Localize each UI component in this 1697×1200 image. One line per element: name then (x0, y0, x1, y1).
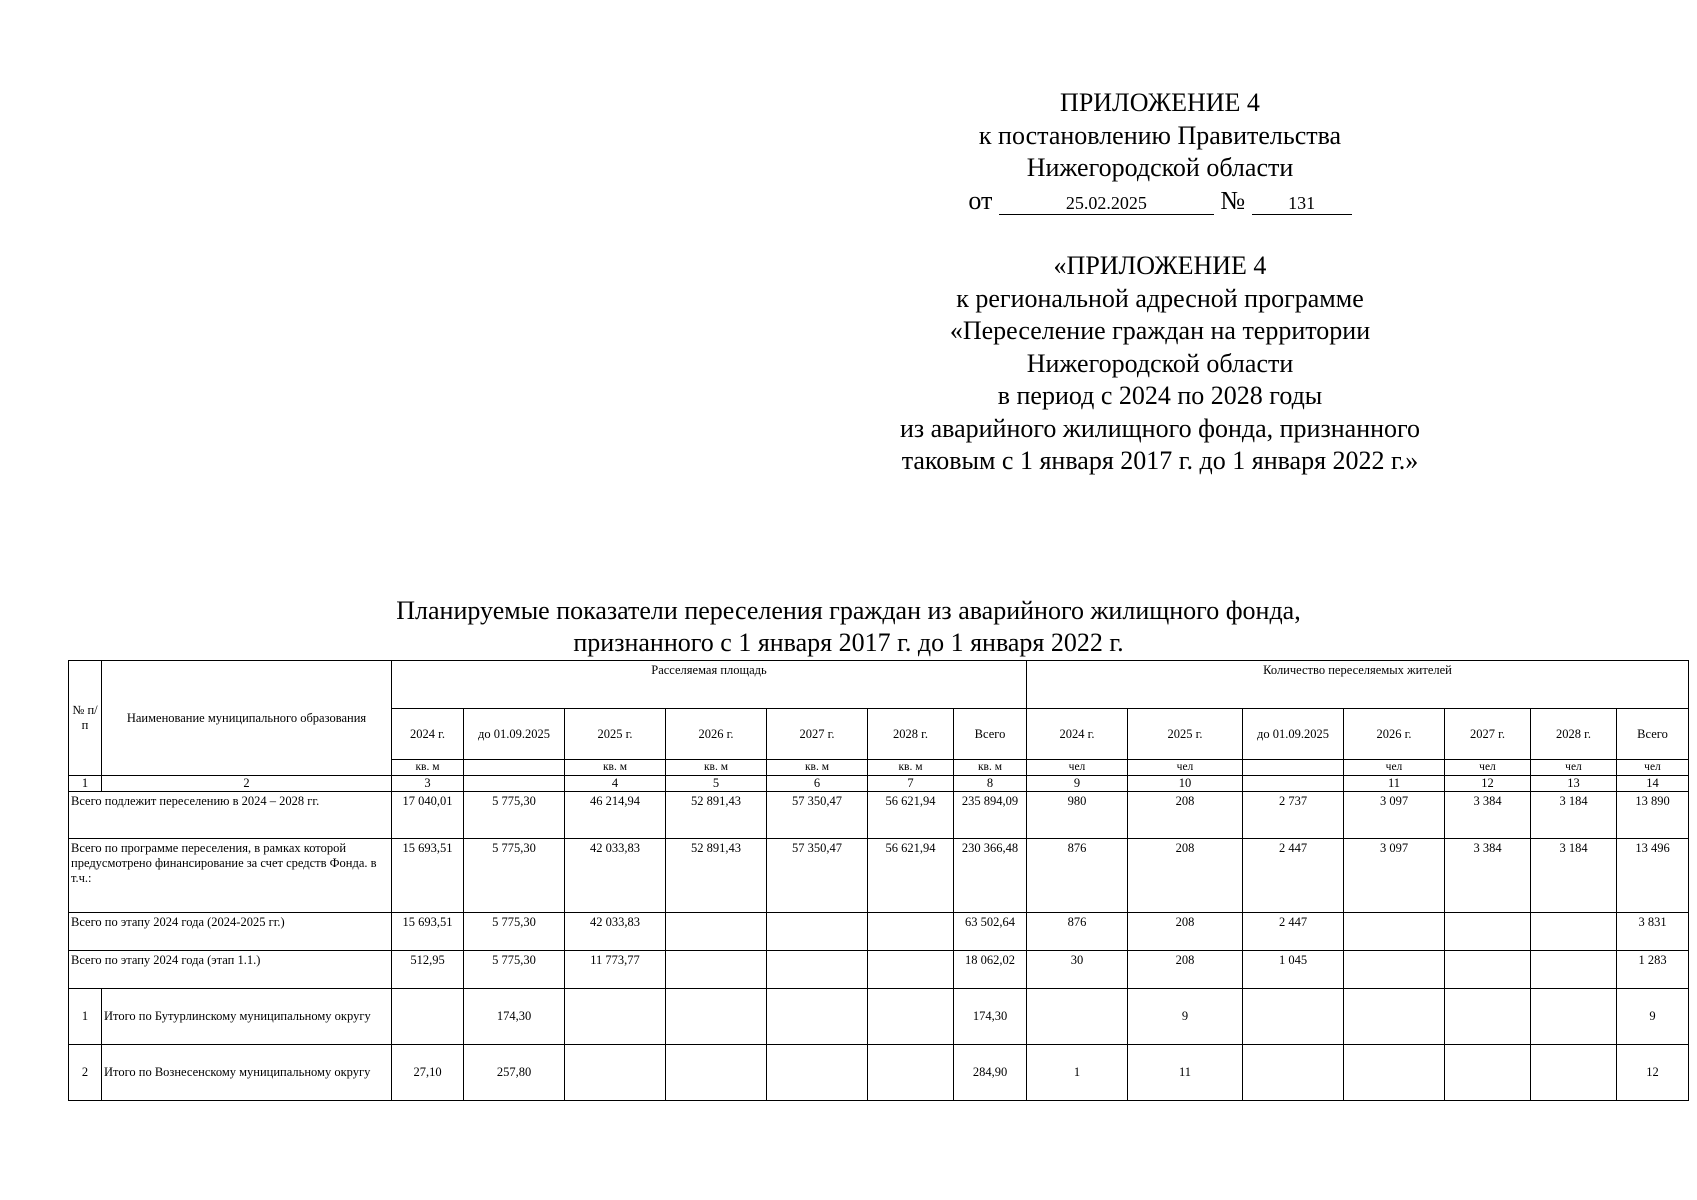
row-value: 42 033,83 (565, 839, 666, 913)
row-value: 2 447 (1243, 913, 1344, 951)
row-value (868, 951, 954, 989)
row-value: 18 062,02 (954, 951, 1027, 989)
row-value (666, 1045, 767, 1101)
row-value: 3 097 (1344, 839, 1445, 913)
row-value: 3 384 (1445, 792, 1531, 839)
row-value: 2 447 (1243, 839, 1344, 913)
row-value (392, 989, 464, 1045)
people-unit (1243, 760, 1344, 776)
area-unit: кв. м (666, 760, 767, 776)
row-value: 257,80 (464, 1045, 565, 1101)
row-value: 230 366,48 (954, 839, 1027, 913)
resolution-date: 25.02.2025 (999, 192, 1214, 215)
row-value: 9 (1617, 989, 1689, 1045)
row-value: 876 (1027, 839, 1128, 913)
row-value: 1 045 (1243, 951, 1344, 989)
row-value: 13 890 (1617, 792, 1689, 839)
program-line: Нижегородской области (1026, 348, 1294, 378)
row-value (868, 989, 954, 1045)
header-name: Наименование муниципального образования (102, 661, 392, 776)
table-row (69, 1045, 1689, 1101)
number-sign: № (1220, 185, 1246, 215)
row-value: 27,10 (392, 1045, 464, 1101)
row-value: 3 184 (1531, 839, 1617, 913)
table-row (69, 913, 1689, 951)
row-value: 5 775,30 (464, 951, 565, 989)
row-value (1445, 989, 1531, 1045)
program-line: в период с 2024 по 2028 годы (997, 381, 1323, 410)
row-value: 15 693,51 (392, 913, 464, 951)
table-row (69, 989, 1689, 1045)
row-value: 52 891,43 (666, 839, 767, 913)
row-value: 13 496 (1617, 839, 1689, 913)
row-value (1344, 989, 1445, 1045)
row-value: 57 350,47 (767, 839, 868, 913)
area-unit: кв. м (954, 760, 1027, 776)
row-value (1445, 951, 1531, 989)
row-value: 876 (1027, 913, 1128, 951)
row-value: 284,90 (954, 1045, 1027, 1101)
row-value: 512,95 (392, 951, 464, 989)
row-value (767, 989, 868, 1045)
people-year-header: 2024 г. (1027, 709, 1128, 760)
people-year-header: 2028 г. (1531, 709, 1617, 760)
date-number-line (968, 185, 1351, 218)
program-line: таковым с 1 января 2017 г. до 1 января 2022 г.» (901, 446, 1419, 475)
header-line-2: к постановлению Правительства (978, 120, 1342, 150)
row-value: 11 773,77 (565, 951, 666, 989)
row-value: 12 (1617, 1045, 1689, 1101)
resettlement-table (68, 660, 1689, 1101)
row-value: 208 (1128, 792, 1243, 839)
table-row (69, 839, 1689, 913)
resolution-header (900, 87, 1420, 217)
people-year-header: 2025 г. (1128, 709, 1243, 760)
column-number: 12 (1445, 776, 1531, 792)
area-year-header: 2028 г. (868, 709, 954, 760)
column-number: 2 (102, 776, 392, 792)
row-value: 15 693,51 (392, 839, 464, 913)
row-value: 3 097 (1344, 792, 1445, 839)
row-value: 63 502,64 (954, 913, 1027, 951)
people-year-header: до 01.09.2025 (1243, 709, 1344, 760)
row-value: 9 (1128, 989, 1243, 1045)
row-value: 30 (1027, 951, 1128, 989)
table-header-row (69, 661, 1689, 709)
row-value (767, 1045, 868, 1101)
row-value: 1 283 (1617, 951, 1689, 989)
people-unit: чел (1617, 760, 1689, 776)
area-year-header: Всего (954, 709, 1027, 760)
column-number: 7 (868, 776, 954, 792)
header-num: № п/п (69, 661, 102, 776)
row-value: 174,30 (954, 989, 1027, 1045)
title-line-2: признанного с 1 января 2017 г. до 1 января 2022 г. (573, 628, 1124, 657)
area-year-header: 2024 г. (392, 709, 464, 760)
column-number: 4 (565, 776, 666, 792)
people-unit: чел (1128, 760, 1243, 776)
column-number: 9 (1027, 776, 1128, 792)
program-header (840, 250, 1480, 478)
row-value: 2 737 (1243, 792, 1344, 839)
column-number (464, 776, 565, 792)
column-number: 5 (666, 776, 767, 792)
resolution-number: 131 (1252, 192, 1352, 215)
row-value (666, 951, 767, 989)
row-value (565, 1045, 666, 1101)
row-value: 5 775,30 (464, 913, 565, 951)
column-number: 10 (1128, 776, 1243, 792)
row-value (868, 913, 954, 951)
table-row (69, 951, 1689, 989)
row-value (1344, 913, 1445, 951)
row-value: 17 040,01 (392, 792, 464, 839)
row-value: 3 831 (1617, 913, 1689, 951)
title-line-1: Планируемые показатели переселения граждан из аварийного жилищного фонда, (396, 596, 1301, 625)
row-value (767, 951, 868, 989)
row-value (1445, 913, 1531, 951)
area-year-header: 2026 г. (666, 709, 767, 760)
people-unit: чел (1445, 760, 1531, 776)
from-label: от (968, 185, 993, 215)
row-value: 56 621,94 (868, 792, 954, 839)
program-line: к региональной адресной программе (956, 283, 1364, 313)
row-value: 3 184 (1531, 792, 1617, 839)
header-area: Расселяемая площадь (392, 661, 1027, 709)
row-value (1531, 1045, 1617, 1101)
row-value (868, 1045, 954, 1101)
row-value: 980 (1027, 792, 1128, 839)
area-unit: кв. м (868, 760, 954, 776)
row-value (1531, 951, 1617, 989)
row-value: 208 (1128, 839, 1243, 913)
row-name: Всего по программе переселения, в рамках которой предусмотрено финансирование за счет средств Фонда. в т.ч.: (69, 839, 392, 913)
people-unit: чел (1027, 760, 1128, 776)
row-name: Итого по Бутурлинскому муниципальному округу (102, 989, 392, 1045)
column-number: 14 (1617, 776, 1689, 792)
row-value (1531, 913, 1617, 951)
row-name: Всего по этапу 2024 года (2024-2025 гг.) (69, 913, 392, 951)
row-value (666, 989, 767, 1045)
people-year-header: 2027 г. (1445, 709, 1531, 760)
row-number: 2 (69, 1045, 102, 1101)
people-unit: чел (1531, 760, 1617, 776)
row-value: 5 775,30 (464, 792, 565, 839)
row-value (1344, 951, 1445, 989)
row-value: 3 384 (1445, 839, 1531, 913)
row-name: Итого по Вознесенскому муниципальному округу (102, 1045, 392, 1101)
area-year-header: 2027 г. (767, 709, 868, 760)
row-value (666, 913, 767, 951)
area-unit: кв. м (565, 760, 666, 776)
people-unit: чел (1344, 760, 1445, 776)
area-year-header: 2025 г. (565, 709, 666, 760)
column-number: 13 (1531, 776, 1617, 792)
row-value (1243, 1045, 1344, 1101)
row-value: 5 775,30 (464, 839, 565, 913)
column-number (1243, 776, 1344, 792)
row-value (767, 913, 868, 951)
program-line: «Переселение граждан на территории (949, 316, 1371, 345)
people-year-header: Всего (1617, 709, 1689, 760)
row-name: Всего по этапу 2024 года (этап 1.1.) (69, 951, 392, 989)
row-value (1445, 1045, 1531, 1101)
column-numbers-row (69, 776, 1689, 792)
appendix-title: ПРИЛОЖЕНИЕ 4 (1060, 88, 1260, 117)
column-number: 11 (1344, 776, 1445, 792)
row-value (1531, 989, 1617, 1045)
row-value: 174,30 (464, 989, 565, 1045)
table-row (69, 792, 1689, 839)
row-number: 1 (69, 989, 102, 1045)
row-value (1243, 989, 1344, 1045)
row-value: 46 214,94 (565, 792, 666, 839)
program-line: «ПРИЛОЖЕНИЕ 4 (1053, 251, 1267, 280)
row-value: 208 (1128, 913, 1243, 951)
header-people: Количество переселяемых жителей (1027, 661, 1689, 709)
area-unit: кв. м (392, 760, 464, 776)
people-year-header: 2026 г. (1344, 709, 1445, 760)
program-line: из аварийного жилищного фонда, признанного (899, 413, 1421, 443)
column-number: 6 (767, 776, 868, 792)
column-number: 1 (69, 776, 102, 792)
row-value (1027, 989, 1128, 1045)
area-unit: кв. м (767, 760, 868, 776)
row-value: 235 894,09 (954, 792, 1027, 839)
row-name: Всего подлежит переселению в 2024 – 2028 гг. (69, 792, 392, 839)
row-value: 1 (1027, 1045, 1128, 1101)
row-value: 42 033,83 (565, 913, 666, 951)
row-value: 52 891,43 (666, 792, 767, 839)
row-value: 208 (1128, 951, 1243, 989)
area-unit (464, 760, 565, 776)
document-title (0, 595, 1697, 659)
row-value: 11 (1128, 1045, 1243, 1101)
row-value: 56 621,94 (868, 839, 954, 913)
header-line-3: Нижегородской области (1026, 153, 1294, 182)
row-value (1344, 1045, 1445, 1101)
row-value: 57 350,47 (767, 792, 868, 839)
column-number: 3 (392, 776, 464, 792)
column-number: 8 (954, 776, 1027, 792)
row-value (565, 989, 666, 1045)
area-year-header: до 01.09.2025 (464, 709, 565, 760)
